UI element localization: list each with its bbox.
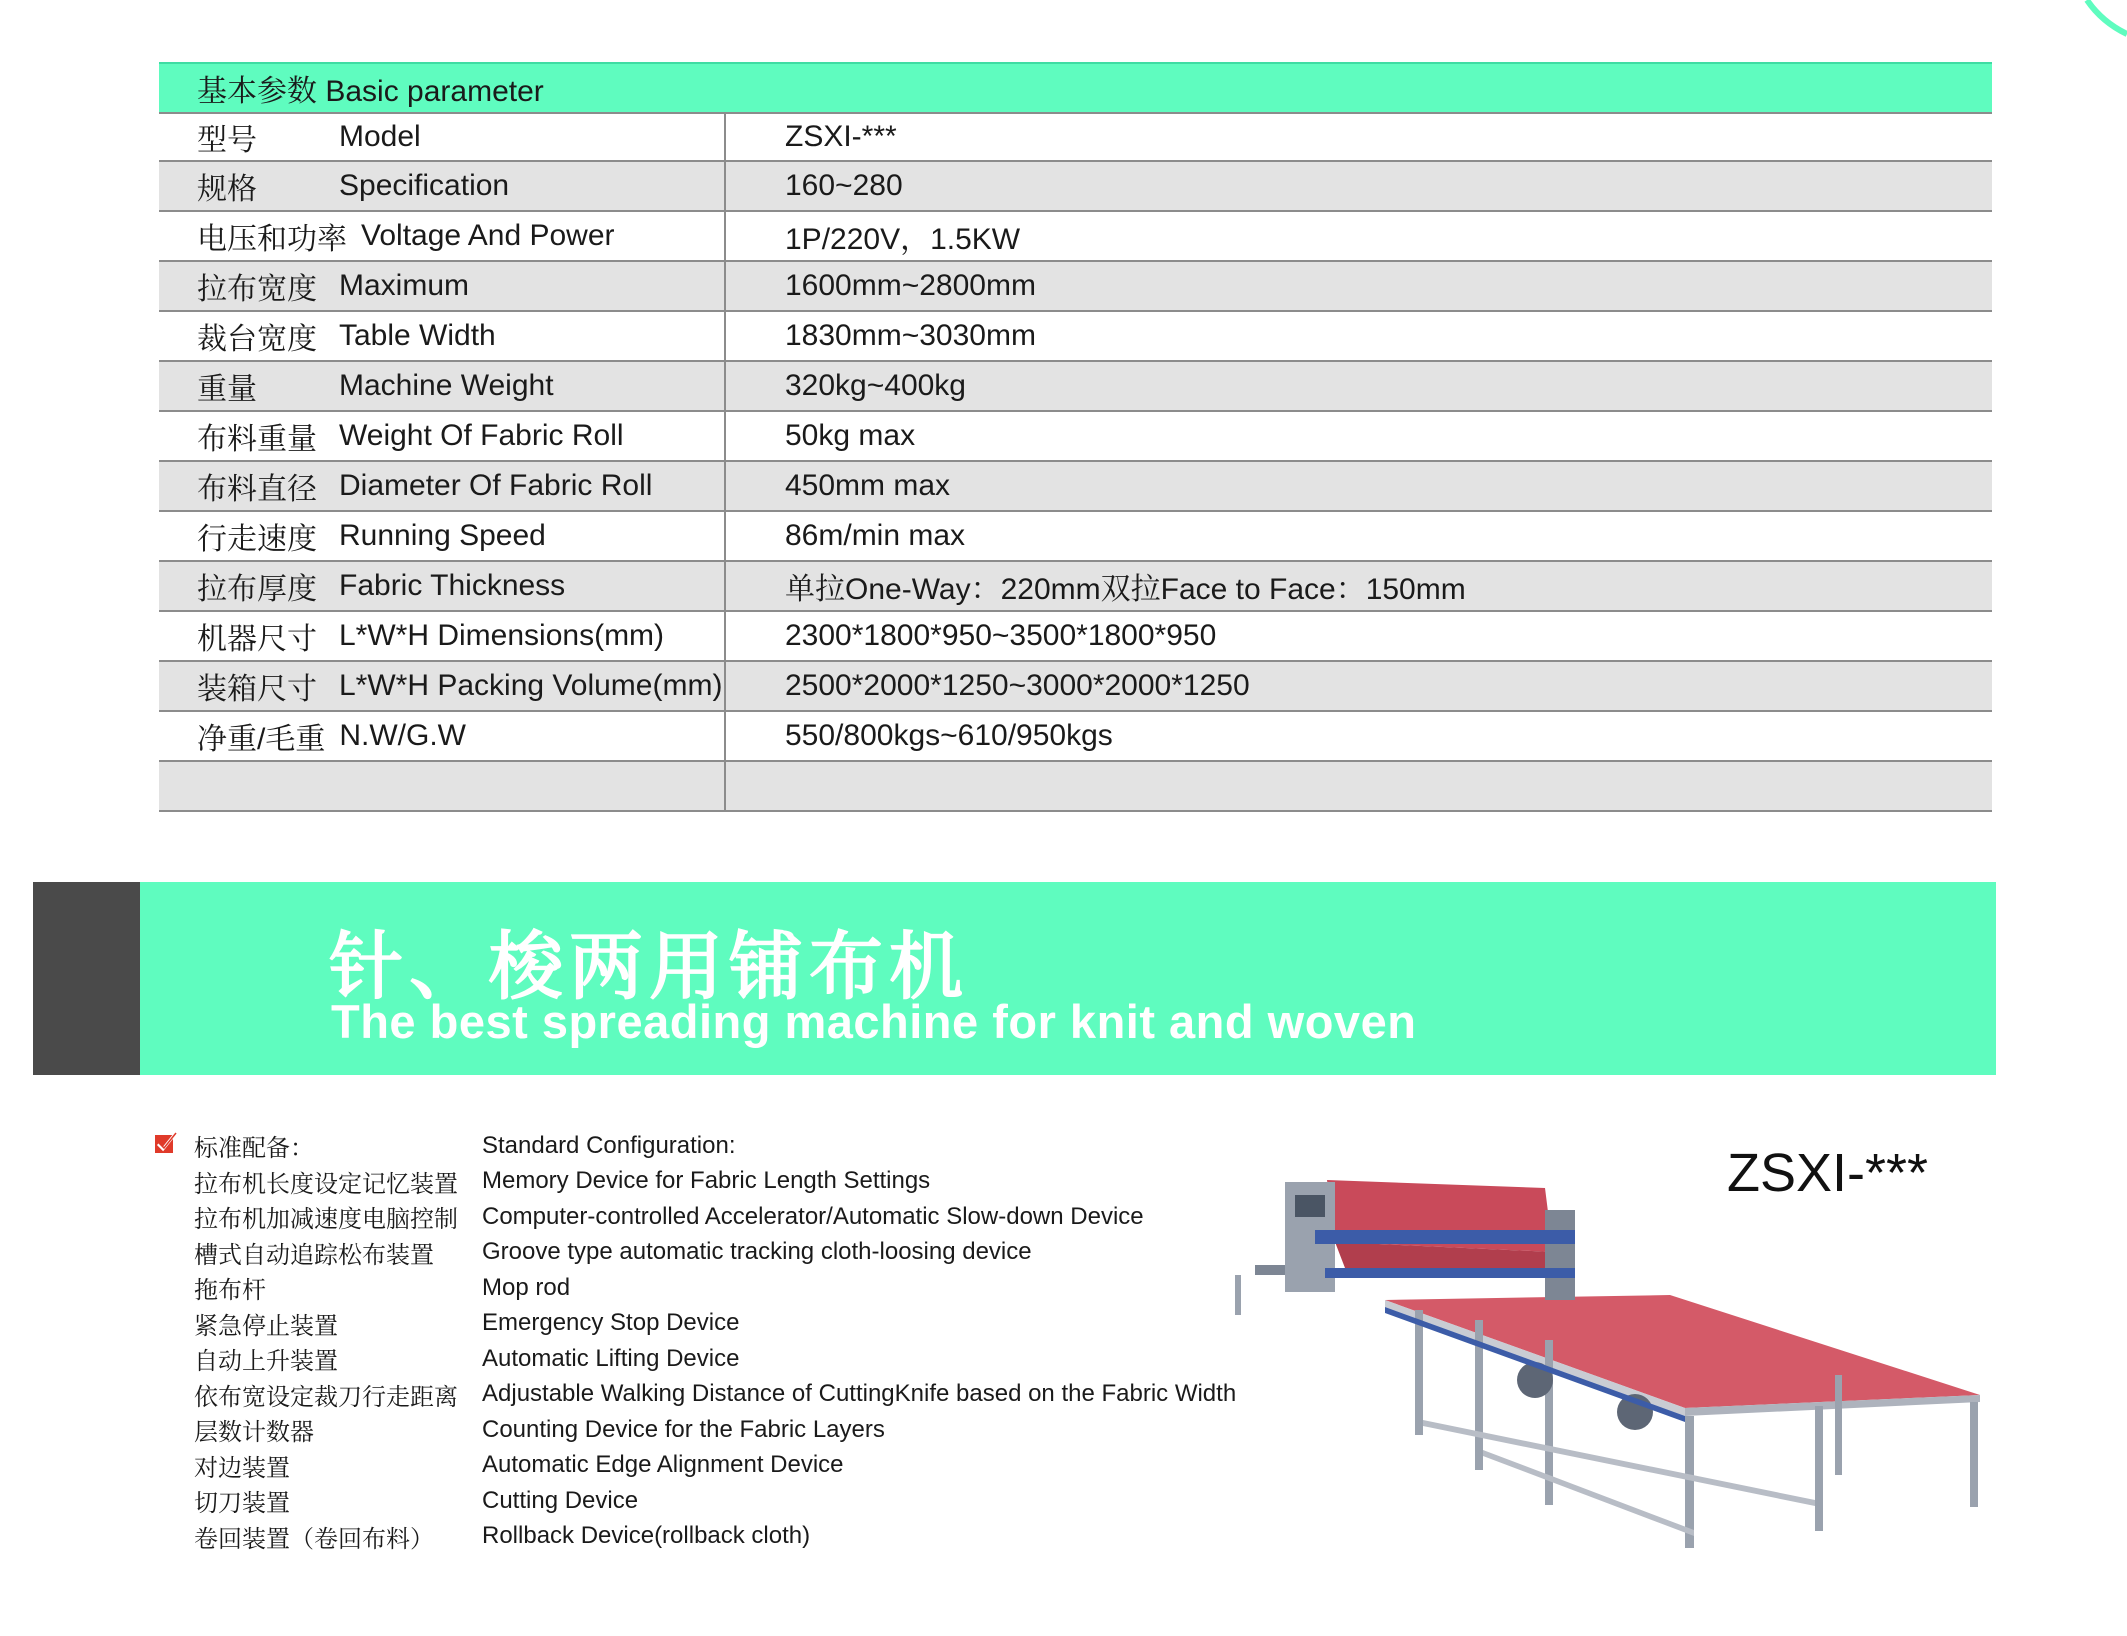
parameter-name-cn: 布料重量: [197, 423, 317, 456]
table-row: [159, 512, 1992, 562]
parameter-value: 1830mm~3030mm: [785, 319, 1036, 352]
cutting-table-top: [1385, 1295, 1980, 1408]
config-item-en: Rollback Device(rollback cloth): [482, 1522, 811, 1550]
table-row: [159, 262, 1992, 312]
parameter-name: [159, 612, 726, 660]
parameter-name-en: L*W*H Packing Volume(mm): [339, 669, 723, 702]
parameter-name: [159, 312, 726, 360]
config-item-cn: 拖布杆: [194, 1277, 266, 1305]
config-item-cn: 层数计数器: [194, 1419, 314, 1447]
banner-dark-block: [33, 882, 140, 1075]
parameter-name: [159, 412, 726, 460]
banner-title-en: The best spreading machine for knit and woven: [331, 995, 1417, 1048]
parameter-value: 50kg max: [785, 419, 916, 452]
parameter-name-cn: 拉布宽度: [197, 273, 317, 306]
table-row: [159, 712, 1992, 762]
config-item-en: Computer-controlled Accelerator/Automatic Slow-down Device: [482, 1202, 1144, 1230]
parameter-name-en: Running Speed: [339, 519, 546, 552]
config-item-en: Mop rod: [482, 1273, 571, 1301]
parameter-name: [159, 262, 726, 310]
parameter-name: [159, 762, 726, 810]
table-row: [159, 612, 1992, 662]
parameter-value: [726, 762, 1992, 810]
table-row: [159, 462, 1992, 512]
parameter-name: [159, 114, 726, 160]
parameter-name: [159, 362, 726, 410]
parameter-name-cn: 裁台宽度: [197, 323, 317, 356]
config-item-en: Emergency Stop Device: [482, 1309, 740, 1337]
config-item-en: Cutting Device: [482, 1486, 639, 1514]
config-item-cn: 切刀装置: [194, 1490, 290, 1518]
config-item-cn: 紧急停止装置: [194, 1312, 338, 1340]
config-item-en: Groove type automatic tracking cloth-loosing device: [482, 1238, 1032, 1266]
config-item-cn: 拉布机加减速度电脑控制: [194, 1206, 458, 1234]
parameter-name-en: L*W*H Dimensions(mm): [339, 619, 665, 652]
parameter-name-en: Machine Weight: [339, 369, 554, 402]
config-item-cn: 槽式自动追踪松布装置: [194, 1241, 434, 1269]
parameter-name-cn: 净重/毛重: [197, 723, 326, 756]
config-item-en: Automatic Lifting Device: [482, 1344, 740, 1372]
table-row: [159, 562, 1992, 612]
config-item-cn: 标准配备：: [194, 1135, 314, 1163]
table-row: [159, 762, 1992, 812]
parameter-value: ZSXI-***: [785, 120, 897, 153]
parameter-name: [159, 562, 726, 610]
banner: [140, 882, 1996, 1075]
config-item-en: Memory Device for Fabric Length Settings: [482, 1167, 931, 1195]
parameter-name: [159, 512, 726, 560]
parameter-value: 450mm max: [785, 469, 951, 502]
parameter-value: 86m/min max: [785, 519, 966, 552]
checkbox-checked-icon: [153, 1131, 177, 1155]
table-row: [159, 212, 1992, 262]
parameter-name-en: Fabric Thickness: [339, 569, 566, 602]
parameter-value: 单拉One-Way：220mm双拉Face to Face：150mm: [785, 573, 1466, 606]
parameter-name-en: Maximum: [339, 269, 470, 302]
config-item-en: Standard Configuration:: [482, 1131, 736, 1159]
corner-decoration: [2067, 0, 2127, 40]
table-row: [159, 662, 1992, 712]
table-row: [159, 362, 1992, 412]
parameter-name-cn: 机器尺寸: [197, 623, 317, 656]
basic-parameter-table: [159, 62, 1992, 812]
parameter-name: [159, 662, 726, 710]
parameter-name-cn: 重量: [197, 373, 257, 406]
parameter-name-cn: 行走速度: [197, 523, 317, 556]
table-header: 基本参数 Basic parameter: [159, 62, 1992, 112]
parameter-name-en: Diameter Of Fabric Roll: [339, 469, 653, 502]
parameter-name-en: Table Width: [339, 319, 496, 352]
parameter-value: 1P/220V，1.5KW: [785, 223, 1021, 256]
parameter-name-cn: 型号: [197, 124, 257, 157]
parameter-name-cn: 布料直径: [197, 473, 317, 506]
parameter-name-cn: 电压和功率: [197, 223, 347, 256]
parameter-name-en: N.W/G.W: [339, 719, 466, 752]
parameter-name-cn: 装箱尺寸: [197, 673, 317, 706]
banner-title-cn: 针、梭两用铺布机: [329, 924, 969, 1010]
parameter-name-cn: 拉布厚度: [197, 573, 317, 606]
parameter-value: 1600mm~2800mm: [785, 269, 1036, 302]
config-item-en: Automatic Edge Alignment Device: [482, 1451, 844, 1479]
parameter-value: 550/800kgs~610/950kgs: [785, 719, 1113, 752]
parameter-name-en: Voltage And Power: [361, 219, 615, 252]
config-item-en: Adjustable Walking Distance of CuttingKnife based on the Fabric Width: [482, 1380, 1237, 1408]
parameter-value: 2500*2000*1250~3000*2000*1250: [785, 669, 1250, 702]
parameter-name: [159, 162, 726, 210]
spreading-machine-image: [1215, 1150, 2000, 1560]
config-item-cn: 对边装置: [194, 1454, 290, 1482]
model-label: ZSXI-***: [1727, 1143, 1929, 1203]
table-row: [159, 162, 1992, 212]
parameter-name-en: Model: [339, 120, 421, 153]
table-row: [159, 312, 1992, 362]
parameter-value: 160~280: [785, 169, 903, 202]
parameter-name: [159, 462, 726, 510]
parameter-value: 2300*1800*950~3500*1800*950: [785, 619, 1217, 652]
parameter-name: [159, 212, 726, 260]
parameter-name-en: Specification: [339, 169, 510, 202]
config-item-cn: 依布宽设定裁刀行走距离: [194, 1383, 458, 1411]
config-item-cn: 卷回装置（卷回布料）: [194, 1525, 434, 1553]
config-item-en: Counting Device for the Fabric Layers: [482, 1415, 885, 1443]
parameter-name: [159, 712, 726, 760]
parameter-name-cn: 规格: [197, 173, 257, 206]
table-row: [159, 112, 1992, 162]
config-item-cn: 自动上升装置: [194, 1348, 338, 1376]
config-item-cn: 拉布机长度设定记忆装置: [194, 1170, 458, 1198]
parameter-value: 320kg~400kg: [785, 369, 966, 402]
parameter-name-en: Weight Of Fabric Roll: [339, 419, 624, 452]
table-row: [159, 412, 1992, 462]
